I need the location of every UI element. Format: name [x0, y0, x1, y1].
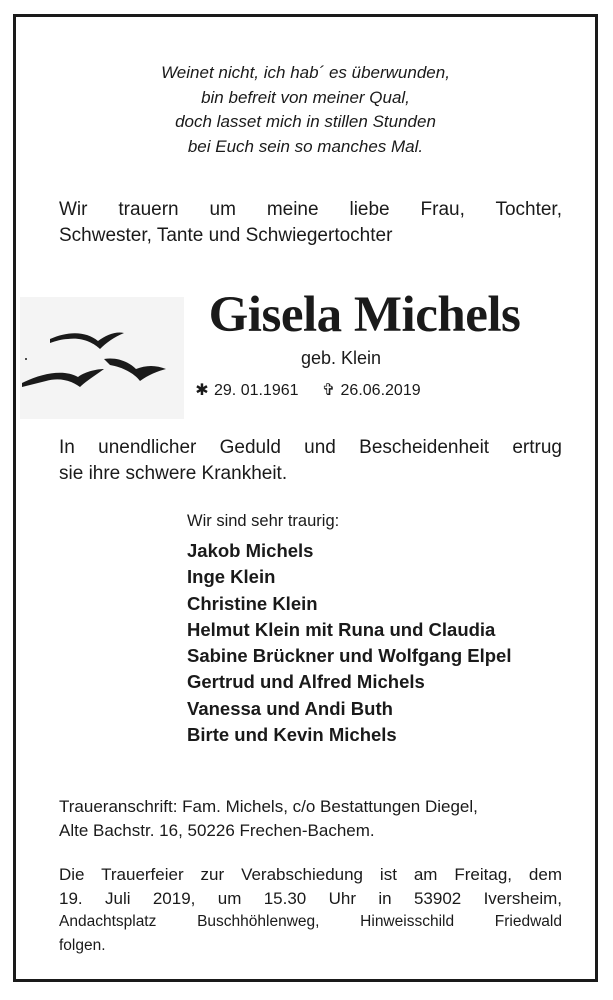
address-line: Traueranschrift: Fam. Michels, c/o Bestattungen Diegel, — [59, 797, 478, 816]
poem-line: Weinet nicht, ich hab´ es überwunden, — [161, 63, 450, 82]
mourning-address — [59, 795, 562, 842]
poem-line: bin befreit von meiner Qual, — [201, 87, 410, 107]
illness-line: sie ihre schwere Krankheit. — [59, 463, 288, 484]
mourner-name: Helmut Klein mit Runa und Claudia — [187, 618, 496, 640]
poem — [16, 61, 595, 159]
poem-line: bei Euch sein so manches Mal. — [187, 136, 424, 156]
maiden-name: geb. Klein — [301, 348, 382, 368]
intro-text — [59, 197, 562, 249]
mourners-intro: Wir sind sehr traurig: — [187, 512, 340, 530]
death-date: 26.06.2019 — [340, 382, 421, 399]
ceremony-text — [59, 863, 562, 957]
mourner-name: Gertrud und Alfred Michels — [187, 671, 425, 693]
obituary-notice — [13, 14, 598, 982]
ceremony-line: Die Trauerfeier zur Verabschiedung ist am Freitag, dem — [59, 865, 562, 884]
mourner-name: Vanessa und Andi Buth — [187, 697, 393, 719]
illness-text — [59, 435, 562, 487]
mourner-name: Inge Klein — [187, 566, 276, 588]
deceased-name: Gisela Michels — [208, 287, 521, 343]
poem-line: doch lasset mich in stillen Stunden — [175, 112, 436, 131]
intro-line: Wir trauern um meine liebe Frau, Tochter, — [59, 199, 562, 220]
mourner-name: Sabine Brückner und Wolfgang Elpel — [187, 645, 512, 667]
mourner-name: Christine Klein — [187, 592, 318, 614]
intro-line: Schwester, Tante und Schwiegertochter — [59, 225, 393, 246]
address-line: Alte Bachstr. 16, 50226 Frechen-Bachem. — [59, 820, 375, 840]
ceremony-line: folgen. — [59, 936, 106, 954]
life-dates — [194, 381, 421, 401]
ceremony-line: 19. Juli 2019, um 15.30 Uhr in 53902 Iversheim, — [59, 888, 562, 908]
ceremony-line: Andachtsplatz Buschhöhlenweg, Hinweisschild Friedwald — [59, 913, 562, 930]
cross-icon: ✞ — [321, 382, 336, 399]
asterisk-icon: ✱ — [195, 382, 209, 399]
mourners-list — [187, 538, 511, 748]
mourner-name: Birte und Kevin Michels — [187, 724, 397, 746]
mourner-name: Jakob Michels — [187, 540, 314, 561]
birth-date: 29. 01.1961 — [214, 382, 299, 399]
illness-line: In unendlicher Geduld und Bescheidenheit ertrug — [59, 437, 562, 458]
